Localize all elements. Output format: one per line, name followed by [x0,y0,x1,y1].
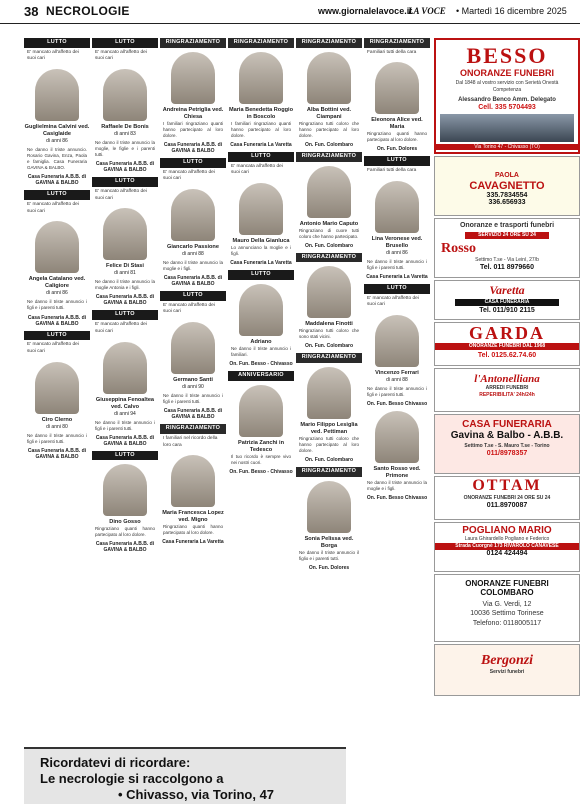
obituary-entry [296,152,362,249]
portrait-photo [103,208,147,260]
obituary-entry [24,331,90,460]
cavagnetto-tel2: 336.656933 [488,199,526,207]
entry-text: Ne danno il triste annuncio la moglie, le figlie e i parenti tutti. [95,140,155,158]
antonelliana-name: l'Antonelliana [474,373,540,385]
colombaro-addr: Via G. Verdi, 12 [482,601,532,608]
entry-subtitle: E' mancato all'affetto dei suoi cari [163,302,215,315]
garda-sub: ONORANZE FUNEBRI DAL 1968 [435,343,579,350]
entry-text: Ne danno il triste annuncio i familiari. [231,345,291,357]
portrait-photo [171,322,215,374]
pogliano-tel: 0124 424494 [486,549,528,557]
besso-tel: Cell. 335 5704493 [478,103,536,111]
deceased-name: Eleonora Alice ved. Maria [371,117,423,131]
paper-name: LA VOCE [408,6,446,16]
obituary-column-4 [228,38,294,479]
entry-text: Ne danno il triste annuncio. Rosario Gavina, Enza, Paola e famiglia. Casa Funeraria GAVINA & BALBO. [27,147,87,171]
besso-since: Dal 1848 al vostro servizio con Serietà Onestà Competenza [455,80,559,93]
funeral-home: Casa Funeraria A.B.B. di GAVINA & BALBO [27,447,87,460]
portrait-photo [35,221,79,273]
portrait-photo [103,464,147,516]
rosso-title: Onoranze e trasporti funebri [459,222,555,229]
footer-line-1: Ricordatevi di ricordare: [40,755,191,770]
entry-subtitle: E' mancato all'affetto dei suoi cari [95,188,147,201]
rosso-addr: Settimo T.se - Via Leinì, 27/b [475,257,539,264]
besso-name: BESSO [466,43,548,68]
entry-label: LUTTO [92,310,158,320]
deceased-name: Patrizia Zanchi in Tedesco [237,439,284,453]
deceased-name: Mario Filippo Lesiglia ved. Pettiman [300,422,358,436]
cavagnetto-tel1: 335.7834554 [486,192,528,200]
besso-photo [440,114,574,142]
portrait-photo [171,455,215,507]
obituary-entry [364,411,430,501]
portrait-photo [239,52,283,104]
obituary-entry [228,270,294,367]
funeral-home: On. Fun. Besso - Chivasso [229,468,293,475]
section-title: NECROLOGIE [46,4,130,18]
portrait-photo [239,385,283,437]
entry-text: Ringraziano quanti hanno partecipato al loro dolore. [95,526,155,538]
entry-subtitle: Familiari tutti della cara [367,49,417,55]
entry-subtitle: Familiari tutti della cara [367,168,417,174]
page-header [0,0,580,24]
deceased-age: di anni 94 [114,410,136,417]
portrait-photo [375,411,419,463]
bergonzi-name: Bergonzi [480,653,534,668]
portrait-photo [239,183,283,235]
entry-label: RINGRAZIAMENTO [296,152,362,162]
obituary-entry [92,451,158,554]
ottam-tel: 011.8970087 [486,501,528,509]
portrait-photo [375,62,419,114]
entry-label: LUTTO [228,152,294,162]
entry-text: I familiari ringraziano quanti hanno partecipato al loro dolore. [231,120,291,138]
funeral-home: On. Fun. Colombaro [304,457,354,464]
funeral-home: Casa Funeraria A.B.B. di GAVINA & BALBO [163,275,223,288]
besso-sub: ONORANZE FUNEBRI [460,68,554,78]
portrait-photo [35,362,79,414]
deceased-name: Raffaele De Bonis [101,124,149,131]
entry-subtitle: E' mancato all'affetto dei suoi cari [163,169,215,182]
colombaro-tel: Telefono: 0118005117 [472,619,542,627]
ad-cavagnetto[interactable] [434,156,580,216]
obituary-entry [228,152,294,266]
garda-tel: Tel. 0125.62.74.60 [477,351,537,359]
entry-text: Il tuo ricordo è sempre vivo nei nostri cuori. [231,453,291,465]
funeral-home: On. Fun. Besso Chivasso [366,495,428,502]
funeral-home: Casa Funeraria A.B.B. di GAVINA & BALBO [95,434,155,447]
entry-text: Ne danno il triste annuncio i figli e i parenti tutti. [367,258,427,270]
obituary-entry [160,158,226,287]
entry-text: Ne danno il triste annuncio i figli e i parenti tutti. [367,386,427,398]
obituary-entry [160,38,226,154]
entry-subtitle: E' mancato all'affetto dei suoi cari [367,295,419,308]
obituary-entry [296,353,362,463]
deceased-age: di anni 88 [386,377,408,384]
deceased-name: Dino Gosso [109,519,141,526]
portrait-photo [307,481,351,533]
cavagnetto-first: PAOLA [495,172,519,179]
portrait-photo [375,315,419,367]
funeral-home: On. Fun. Colombaro [304,141,354,148]
bergonzi-sub: Servizi funebri [489,669,525,675]
pogliano-addr: Strada Cuorgnè 173 RIVAROLO CANAVESE [435,543,579,550]
entry-text: Ringraziano quanti hanno partecipato al loro dolore. [367,131,427,143]
funeral-home: Casa Funeraria La Varetta [230,141,292,148]
deceased-name: Lina Veronese ved. Brusello [371,235,423,249]
portrait-photo [171,52,215,104]
ad-antonelliana[interactable] [434,368,580,412]
cavagnetto-name: CAVAGNETTO [469,180,545,193]
funeral-home: Casa Funeraria La Varetta [162,539,224,546]
besso-addr: Via Torino 47 - Chivasso (TO) [436,144,578,151]
entry-text: Ringraziano tutti coloro che hanno partecipato al loro dolore. [299,436,359,454]
deceased-name: Germano Santi [173,377,213,384]
entry-subtitle: E' mancato all'affetto dei suoi cari [27,342,79,354]
entry-label: RINGRAZIAMENTO [160,38,226,48]
entry-label: RINGRAZIAMENTO [160,424,226,434]
deceased-name: Angela Catalano ved. Caligiore [28,276,86,290]
entry-text: Ne danno il triste annuncio la moglie e i figli. [367,480,427,492]
ad-besso[interactable] [434,38,580,154]
ad-rosso[interactable] [434,218,580,278]
varetta-name: CASA FUNERARIA [455,299,559,306]
funeral-home: Casa Funeraria A.B.B. di GAVINA & BALBO [27,314,87,327]
rosso-tel: Tel. 011 8979660 [480,263,534,271]
deceased-name: Guglielmina Calvini ved. Casiglaide [24,124,90,138]
ad-gavina[interactable] [434,414,580,474]
entry-label: RINGRAZIAMENTO [364,38,430,48]
entry-subtitle: E' mancato all'affetto dei suoi cari [95,49,147,62]
deceased-age: di anni 88 [182,250,204,257]
deceased-age: di anni 86 [46,138,68,145]
portrait-photo [307,266,351,318]
entry-label: LUTTO [24,38,90,48]
funeral-home: On. Fun. Dolores [308,565,350,572]
obituary-entry [364,156,430,279]
portrait-photo [239,284,283,336]
obituary-entry [296,467,362,571]
ottam-sub: ONORANZE FUNEBRI 24 ORE SU 24 [463,495,551,501]
pogliano-name: POGLIANO MARIO [462,525,552,536]
entry-label: RINGRAZIAMENTO [296,467,362,477]
colombaro-city: 10036 Settimo Torinese [470,610,544,618]
gavina-tel: 011/8978357 [486,449,528,457]
entry-label: LUTTO [92,177,158,187]
colombaro-name: ONORANZE FUNEBRI COLOMBARO [465,579,549,597]
entry-text: Lo annunciano la moglie e i figli. [231,244,291,256]
ad-pogliano[interactable] [434,522,580,572]
deceased-age: di anni 83 [114,131,136,138]
funeral-home: Casa Funeraria A.B.B. di GAVINA & BALBO [95,294,155,307]
pogliano-sub: Laura Ghirardello Pogliano e Federico [464,536,550,542]
varetta-brand: Varetta [489,283,525,297]
entry-label: RINGRAZIAMENTO [296,38,362,48]
entry-subtitle: I familiari nel ricordo della loro cara [163,435,218,448]
obituary-entry [160,424,226,545]
entry-subtitle: E' mancato all'affetto dei suoi cari [27,202,79,214]
deceased-name: Maria Benedetta Roggio in Boscolo [228,106,294,120]
site-url[interactable]: www.giornalelavoce.it [318,6,413,16]
besso-person: Alessandro Benco Amm. Delegato [458,96,556,103]
antonelliana-sub: ARREDI FUNEBRI [485,385,529,391]
deceased-name: Sonia Pelissa ved. Borga [304,535,354,549]
obituary-column-3 [160,38,226,549]
entry-label: LUTTO [160,291,226,301]
footer-banner [24,747,346,804]
entry-subtitle: E' mancato all'affetto dei suoi cari [27,49,79,62]
obituary-entry [364,38,430,152]
entry-text: Ne danno il triste annuncio la moglie e i figli. [163,259,223,271]
entry-text: Ne danno il triste annuncio la moglie Antonia e i figli. [95,279,155,291]
deceased-name: Felice Di Stasi [106,263,144,270]
deceased-name: Antonio Mario Caputo [299,220,359,227]
obituary-entry [228,371,294,475]
obituary-entry [296,38,362,148]
funeral-home: Casa Funeraria La Varetta [366,273,428,280]
deceased-age: di anni 86 [46,290,68,297]
footer-line-3: • Chivasso, via Torino, 47 [118,787,275,802]
obituary-column-5 [296,38,362,575]
varetta-tel: Tel. 011/910 2115 [479,306,535,314]
entry-label: RINGRAZIAMENTO [296,353,362,363]
entry-label: LUTTO [92,451,158,461]
funeral-home: On. Fun. Besso Chivasso [366,401,428,408]
deceased-age: di anni 90 [182,384,204,391]
entry-text: Ringraziano tutti coloro che hanno partecipato al loro dolore. [299,120,359,138]
portrait-photo [307,166,351,218]
deceased-age: di anni 80 [46,423,68,430]
entry-label: LUTTO [228,270,294,280]
obituary-entry [228,38,294,148]
ad-colombaro[interactable] [434,574,580,642]
entry-subtitle: E' mancata all'affetto dei suoi cari [231,163,283,176]
funeral-home: Casa Funeraria A.B.B. di GAVINA & BALBO [163,141,223,154]
funeral-home: Casa Funeraria A.B.B. di GAVINA & BALBO [27,174,87,187]
funeral-home: On. Fun. Colombaro [304,343,354,350]
deceased-name: Ciro Clerno [41,416,73,423]
obituary-entry [24,38,90,186]
gavina-addr: Settimo T.se - S. Mauro T.se - Torino [464,443,550,449]
deceased-name: Maddalena Finotti [305,321,353,328]
entry-text: Ne danno il triste annuncio i figli e i parenti tutti. [27,432,87,444]
deceased-name: Andreina Petriglia ved. Chiesa [162,106,224,120]
entry-label: LUTTO [24,190,90,200]
entry-label: ANNIVERSARIO [228,371,294,381]
entry-subtitle: E' mancato all'affetto dei suoi cari [95,322,147,334]
entry-text: Ringraziano quanti hanno partecipato al loro dolore. [163,524,223,536]
funeral-home: On. Fun. Colombaro [304,242,354,249]
entry-label: LUTTO [364,284,430,294]
portrait-photo [35,69,79,121]
ad-varetta[interactable] [434,280,580,320]
ottam-name: OTTAM [472,477,542,494]
entry-label: RINGRAZIAMENTO [228,38,294,48]
obituary-entry [160,291,226,420]
issue-date: • Martedì 16 dicembre 2025 [456,6,567,16]
obituary-column-2 [92,38,158,557]
entry-text: Ringraziano tutti coloro che sono stati vicini. [299,328,359,340]
entry-label: LUTTO [160,158,226,168]
obituary-entry [92,38,158,173]
entry-label: LUTTO [364,156,430,166]
funeral-home: Casa Funeraria A.B.B. di GAVINA & BALBO [95,161,155,174]
ad-bergonzi[interactable] [434,644,580,696]
ad-ottam[interactable] [434,476,580,520]
rosso-name: Rosso [441,241,477,257]
entry-label: LUTTO [24,331,90,341]
gavina-title: CASA FUNERARIA [462,419,552,430]
entry-text: Ne danno il triste annuncio il figlio e i parenti tutti. [299,549,359,561]
deceased-name: Giuseppina Fenoaltea ved. Calvo [95,396,155,410]
portrait-photo [171,189,215,241]
deceased-name: Santo Rosso ved. Primone [373,466,421,480]
deceased-name: Maria Francesca Lopez ved. Migno [162,510,224,524]
funeral-home: On. Fun. Dolores [376,146,418,153]
obituary-entry [296,253,362,350]
portrait-photo [103,69,147,121]
portrait-photo [307,52,351,104]
deceased-age: di anni 81 [114,270,136,277]
portrait-photo [103,342,147,394]
deceased-name: Alba Bottini ved. Ciampani [306,106,352,120]
entry-text: Ne danno il triste annuncio i figli e i parenti tutti. [163,393,223,405]
funeral-home: Casa Funeraria La Varetta [230,260,292,267]
funeral-home: Casa Funeraria A.B.B. di GAVINA & BALBO [95,541,155,554]
funeral-home: On. Fun. Besso - Chivasso [229,360,293,367]
obituary-column-1 [24,38,90,464]
page-number: 38 [24,4,39,19]
deceased-age: di anni 86 [386,249,408,256]
deceased-name: Mauro Della Gianluca [232,237,290,244]
deceased-name: Giancarlo Passione [167,243,219,250]
ad-garda[interactable] [434,322,580,366]
entry-text: Ringraziano di cuore tutti coloro che hanno partecipato. [299,227,359,239]
funeral-home: Casa Funeraria A.B.B. di GAVINA & BALBO [163,408,223,421]
obituary-entry [24,190,90,326]
deceased-name: Adriano [250,338,272,345]
gavina-name: Gavina & Balbo - A.B.B. [450,430,564,441]
antonelliana-tel: REPERIBILITA' 24h/24h [479,391,535,398]
ads-column [434,38,580,698]
portrait-photo [307,367,351,419]
entry-text: Ne danno il triste annuncio i figli e i parenti tutti. [27,299,87,311]
entry-text: Ne danno il triste annuncio i figli e i parenti tutti. [95,419,155,431]
portrait-photo [375,181,419,233]
deceased-name: Vincenzo Ferrari [375,370,419,377]
entry-text: I familiari ringraziano quanti hanno partecipato al loro dolore. [163,120,223,138]
obituary-column-6 [364,38,430,505]
footer-line-2: Le necrologie si raccolgono a [40,771,224,786]
garda-name: GARDA [469,323,545,343]
entry-label: RINGRAZIAMENTO [296,253,362,263]
entry-label: LUTTO [92,38,158,48]
rosso-hours: SERVIZIO 24 ORE SU 24 [465,232,549,239]
obituary-entry [92,177,158,306]
obituary-entry [364,284,430,407]
obituary-entry [92,310,158,446]
